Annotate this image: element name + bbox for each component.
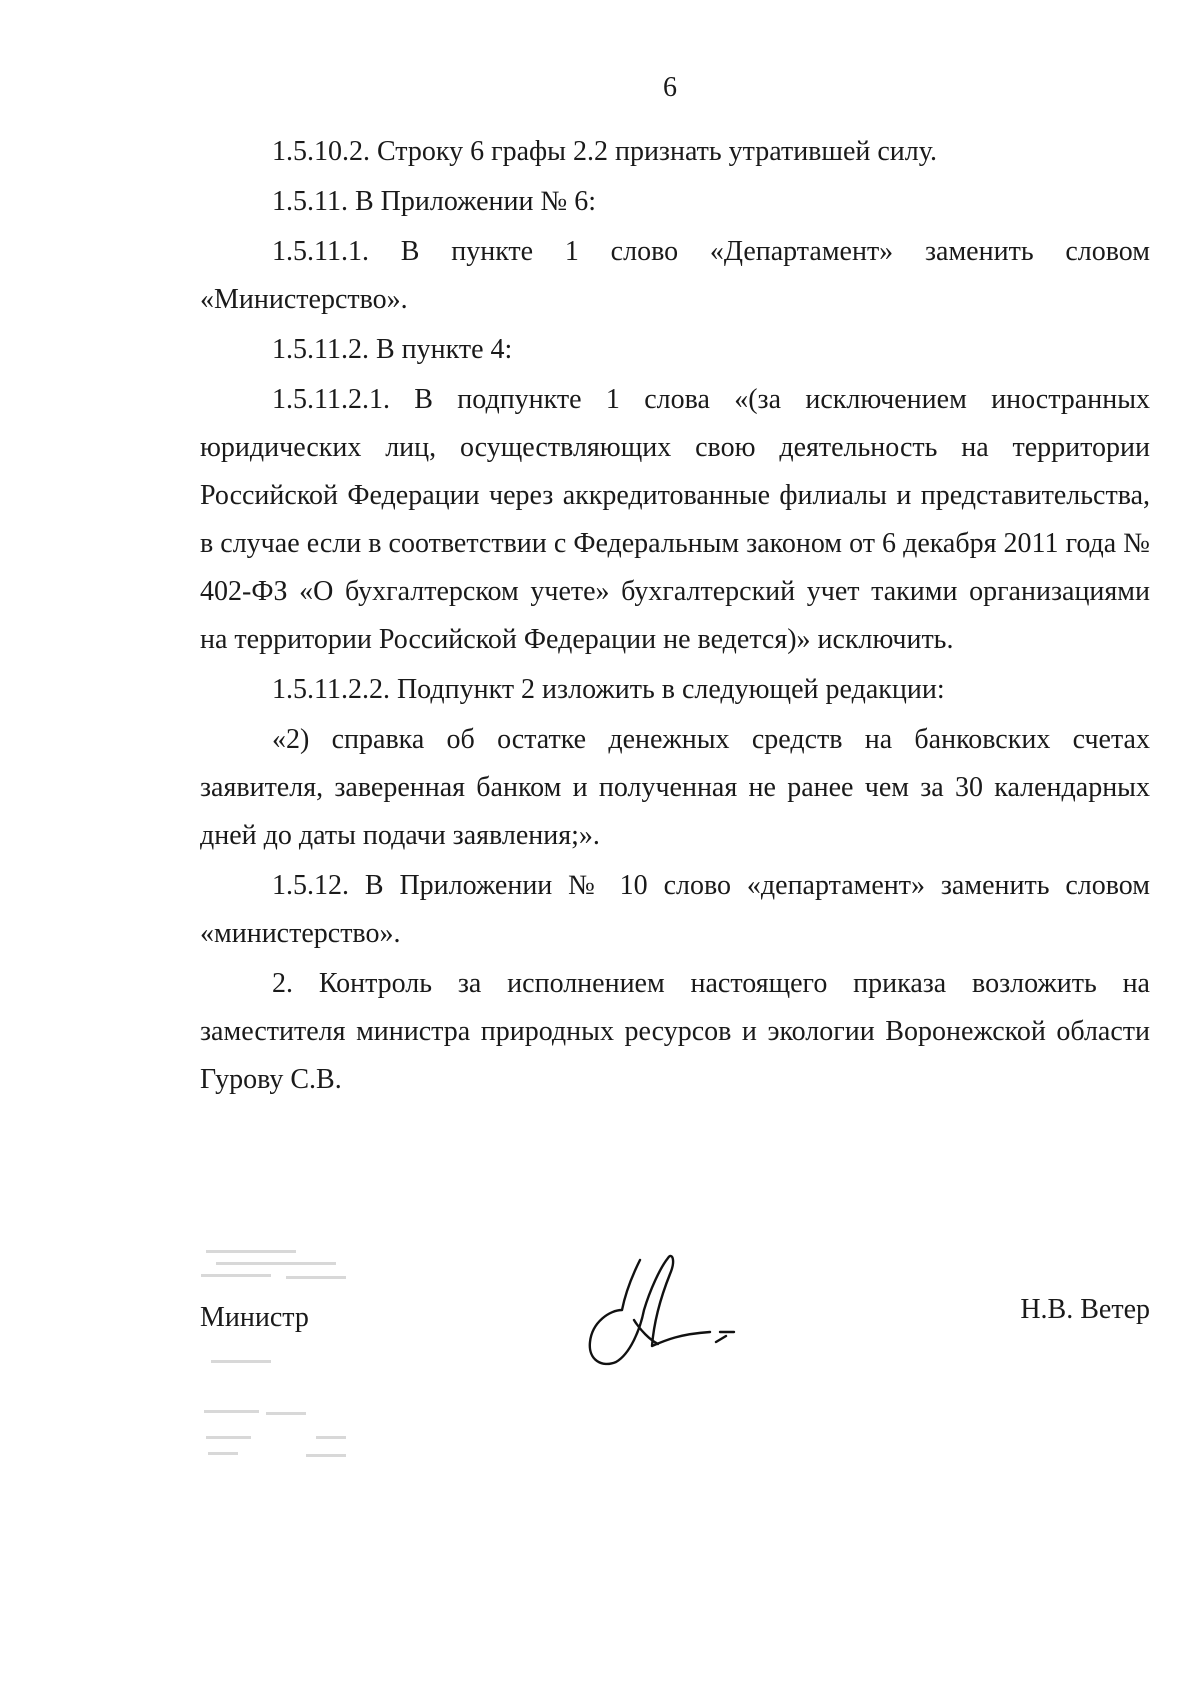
paragraph-1-5-12: 1.5.12. В Приложении № 10 слово «департамент» заменить словом «министерство». — [200, 870, 1150, 949]
page-number: 6 — [663, 72, 677, 103]
paragraph-2-control: 2. Контроль за исполнением настоящего приказа возложить на заместителя министра природных ресурсов и экологии Воронежской области Гурову С.В. — [200, 968, 1150, 1095]
paragraph-1-5-10-2: 1.5.10.2. Строку 6 графы 2.2 признать утратившей силу. — [272, 136, 937, 167]
paragraph-1-5-11-2-2: 1.5.11.2.2. Подпункт 2 изложить в следующей редакции: — [272, 674, 945, 705]
signatory-role: Министр — [200, 1302, 309, 1333]
paragraph-1-5-11-2-1: 1.5.11.2.1. В подпункте 1 слова «(за исключением иностранных юридических лиц, осуществляющих свою деятельность на территории Российской Федерации через аккредитованные филиалы и представительства, в случае если в соответствии с Федеральным законом от 6 декабря 2011 года № 402-ФЗ «О бухгалтерском учете» бухгалтерский учет такими организациями на территории Российской Федерации не ведется)» исключить. — [200, 384, 1150, 655]
signature-block — [200, 1290, 1150, 1370]
document-body — [200, 128, 1150, 1104]
paragraph-quoted-subpoint-2: «2) справка об остатке денежных средств на банковских счетах заявителя, заверенная банком и полученная не ранее чем за 30 календарных дней до даты подачи заявления;». — [200, 724, 1150, 851]
paragraph-1-5-11-1: 1.5.11.1. В пункте 1 слово «Департамент» заменить словом «Министерство». — [200, 236, 1150, 315]
signatory-name: Н.В. Ветер — [1020, 1294, 1150, 1325]
paragraph-1-5-11-2: 1.5.11.2. В пункте 4: — [272, 334, 513, 365]
handwritten-signature — [570, 1250, 750, 1380]
paragraph-1-5-11: 1.5.11. В Приложении № 6: — [272, 186, 596, 217]
